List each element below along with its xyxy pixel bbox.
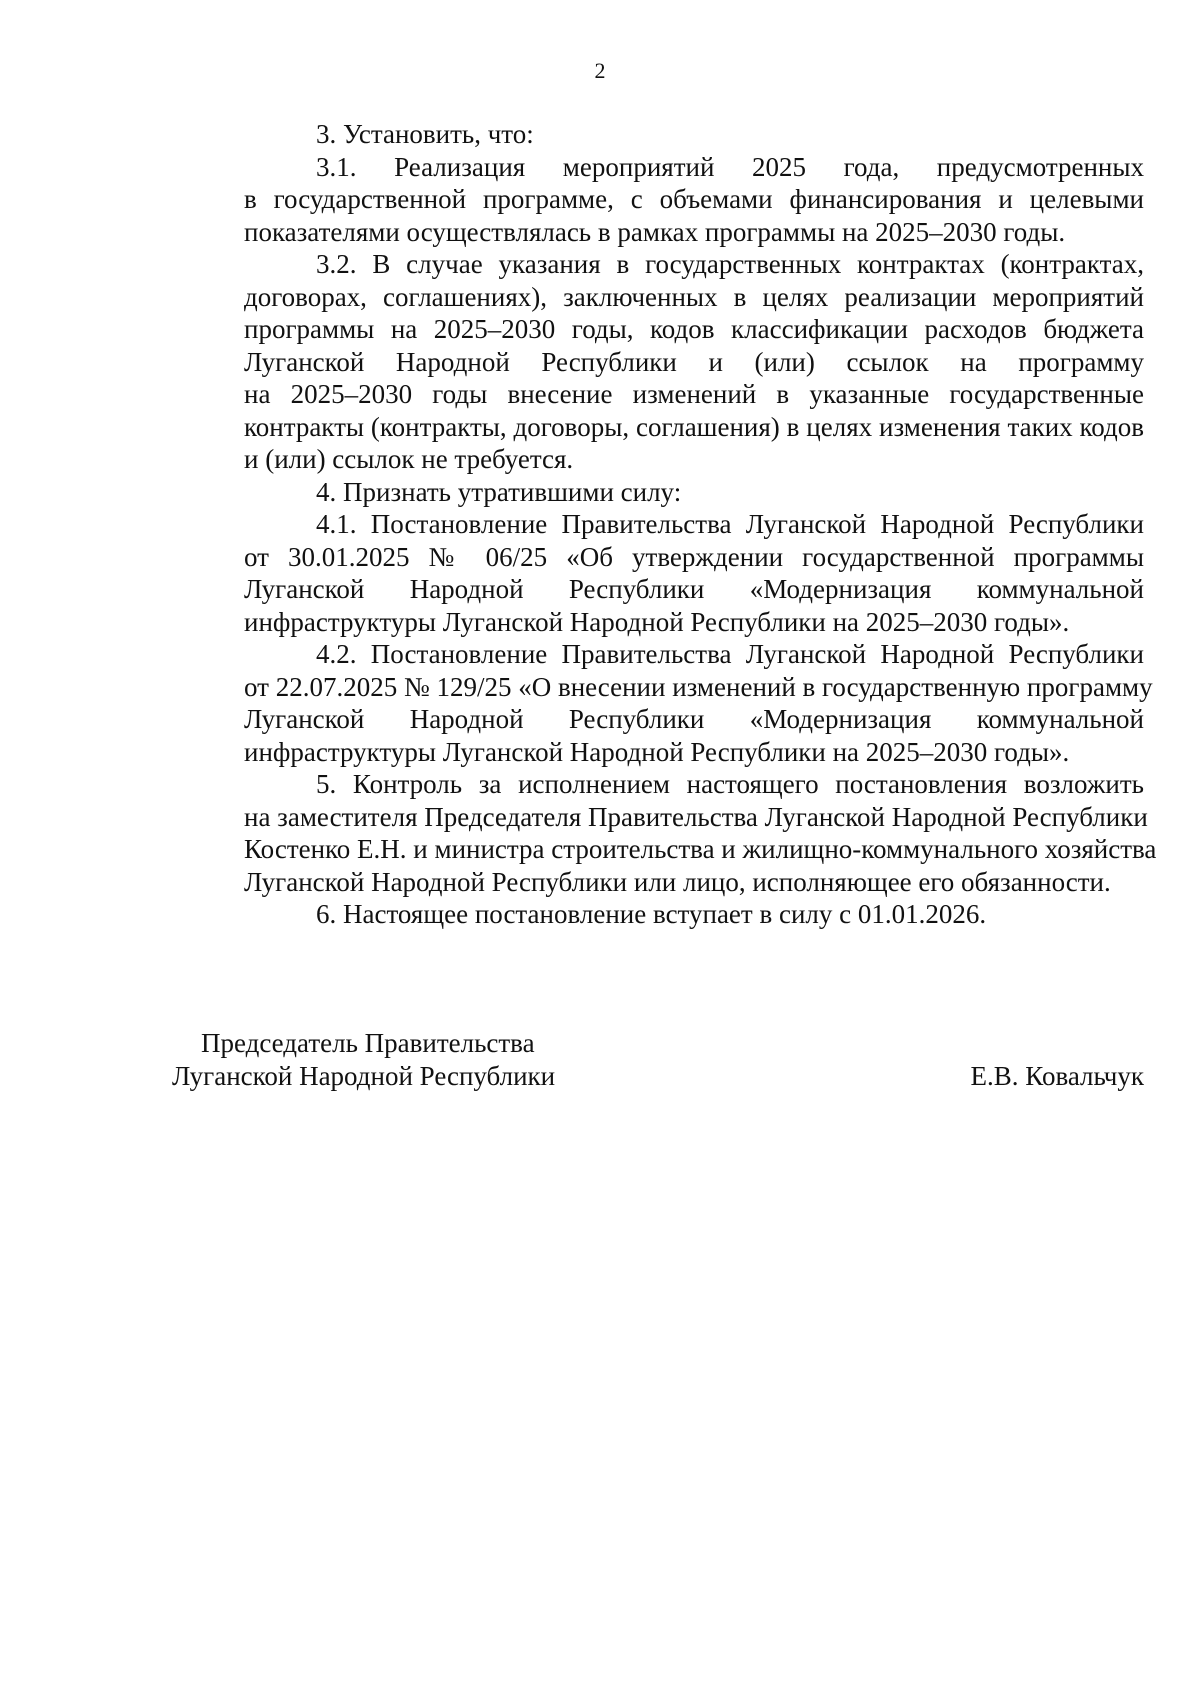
text-line: Луганской Народной Республики «Модернизация коммунальной [244,574,1144,604]
signatory-position [172,1027,555,1093]
signatory-name: Е.В. Ковальчук [970,1061,1144,1091]
text-line: 3.1. Реализация мероприятий 2025 года, предусмотренных [316,151,1144,182]
text-line: Луганской Народной Республики или лицо, исполняющее его обязанности. [244,866,1111,897]
text-line: 4.2. Постановление Правительства Луганской Народной Республики [316,639,1144,669]
text-line: 6. Настоящее постановление вступает в силу с 01.01.2026. [316,899,987,929]
text-line: в государственной программе, с объемами финансирования и целевыми [244,184,1144,214]
text-line: 4.1. Постановление Правительства Луганской Народной Республики [316,509,1144,539]
text-line: инфраструктуры Луганской Народной Республики на 2025–2030 годы». [244,606,1070,637]
signatory-position-line: Луганской Народной Республики [172,1061,556,1091]
page-number: 2 [594,58,606,83]
text-line: от 22.07.2025 № 129/25 «О внесении изменений в государственную программу [244,671,1153,702]
paragraph-3 [172,118,1144,151]
text-line: 3.2. В случае указания в государственных контрактах (контрактах, [316,249,1144,279]
paragraph-3-2 [172,248,1144,476]
text-line: и (или) ссылок не требуется. [244,444,574,474]
text-line: Костенко Е.Н. и министра строительства и жилищно-коммунального хозяйства [244,834,1157,864]
paragraph-5 [172,768,1157,898]
text-line: договорах, соглашениях), заключенных в целях реализации мероприятий [244,281,1144,312]
text-line: контракты (контракты, договоры, соглашения) в целях изменения таких кодов [244,411,1144,442]
text-line: от 30.01.2025 № 06/25 «Об утверждении государственной программы [244,541,1144,572]
text-line: Луганской Народной Республики и (или) ссылок на программу [244,346,1144,377]
document-body [172,118,1157,931]
paragraph-4 [172,476,1144,509]
text-line: инфраструктуры Луганской Народной Республики на 2025–2030 годы». [244,736,1070,767]
text-line: 4. Признать утратившими силу: [316,476,682,507]
text-line: на 2025–2030 годы внесение изменений в указанные государственные [244,379,1144,409]
text-line: 5. Контроль за исполнением настоящего постановления возложить [316,769,1144,799]
text-line: программы на 2025–2030 годы, кодов классификации расходов бюджета [244,314,1144,344]
paragraph-4-2 [172,638,1153,768]
signatory-position-line: Председатель Правительства [201,1028,535,1058]
paragraph-6 [172,898,1144,931]
text-line: 3. Установить, что: [316,119,534,149]
paragraph-3-1 [172,151,1144,249]
paragraph-4-1 [172,508,1144,638]
text-line: на заместителя Председателя Правительства Луганской Народной Республики [244,801,1148,832]
text-line: Луганской Народной Республики «Модернизация коммунальной [244,704,1144,734]
text-line: показателями осуществлялась в рамках программы на 2025–2030 годы. [244,216,1066,247]
